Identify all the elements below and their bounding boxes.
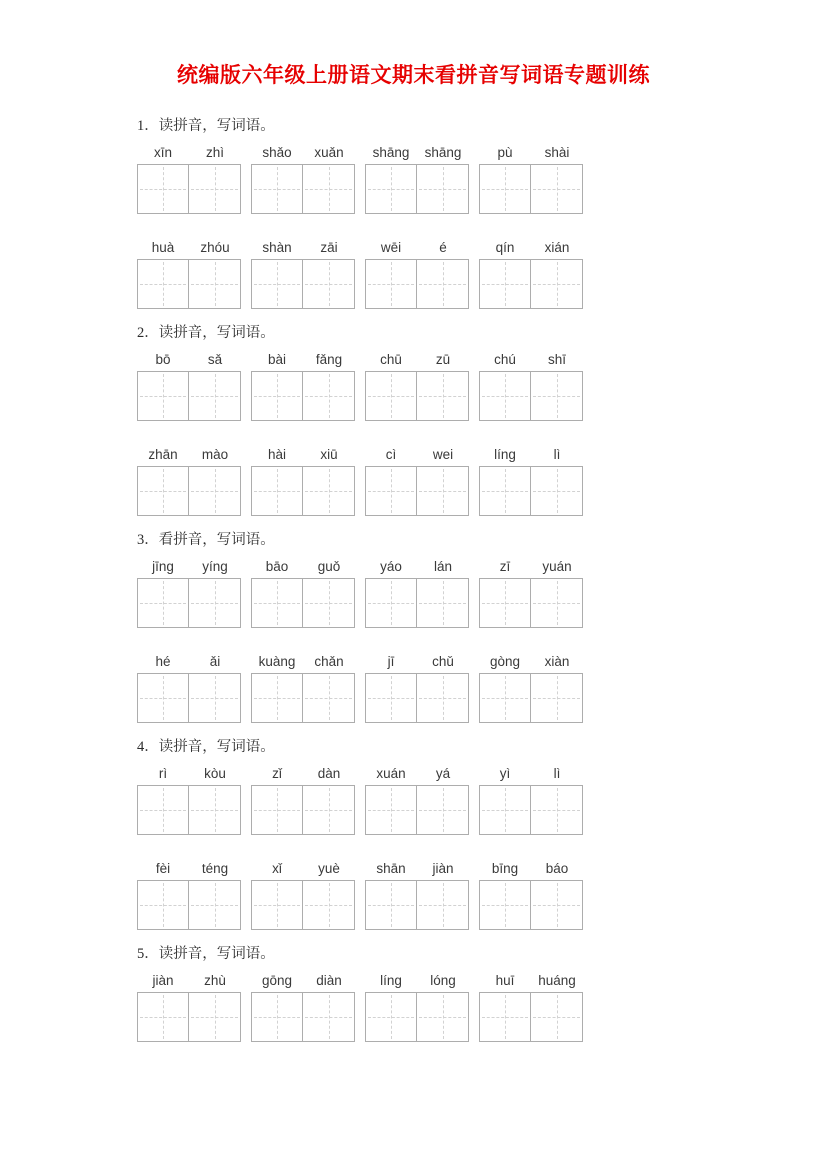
sections-container (137, 118, 597, 1042)
character-writing-cell[interactable] (531, 673, 583, 723)
character-writing-cell[interactable] (251, 785, 303, 835)
pinyin-word-group (479, 558, 583, 576)
character-writing-cell[interactable] (189, 578, 241, 628)
writing-box-group (251, 371, 355, 421)
pinyin-word-group (479, 239, 583, 257)
pinyin-syllable: shǎo (262, 145, 292, 160)
writing-box-group (251, 785, 355, 835)
word-row (137, 351, 597, 421)
pinyin-word-group (137, 765, 241, 783)
writing-box-group (479, 164, 583, 214)
pinyin-syllable: hé (155, 654, 171, 669)
character-writing-cell[interactable] (251, 371, 303, 421)
pinyin-syllable: xǐ (272, 861, 282, 876)
writing-box-group (365, 466, 469, 516)
pinyin-syllable: zhù (204, 973, 226, 988)
character-writing-cell[interactable] (479, 785, 531, 835)
pinyin-word-group (251, 972, 355, 990)
character-writing-cell[interactable] (303, 259, 355, 309)
character-writing-cell[interactable] (531, 164, 583, 214)
writing-box-group (251, 992, 355, 1042)
pinyin-word-group (479, 653, 583, 671)
pinyin-word-group (251, 860, 355, 878)
section-instruction: 1．读拼音，写词语。 (137, 118, 275, 134)
character-writing-cell[interactable] (303, 785, 355, 835)
character-writing-cell[interactable] (479, 880, 531, 930)
pinyin-syllable: wēi (380, 240, 402, 255)
pinyin-word-group (137, 446, 241, 464)
pinyin-word-group (137, 239, 241, 257)
character-writing-cell[interactable] (365, 880, 417, 930)
writing-box-group (251, 673, 355, 723)
character-writing-cell[interactable] (251, 259, 303, 309)
character-writing-cell[interactable] (417, 164, 469, 214)
pinyin-syllable: jiàn (152, 973, 174, 988)
character-writing-cell[interactable] (189, 785, 241, 835)
character-writing-cell[interactable] (479, 466, 531, 516)
section-instruction: 2．读拼音，写词语。 (137, 325, 275, 341)
writing-box-group (137, 164, 241, 214)
character-writing-cell[interactable] (365, 259, 417, 309)
pinyin-word-group (137, 558, 241, 576)
pinyin-syllable: dàn (317, 766, 341, 781)
pinyin-syllable: xiàn (544, 654, 570, 669)
writing-box-group (365, 371, 469, 421)
pinyin-syllable: shāng (424, 145, 462, 160)
pinyin-syllable: shī (547, 352, 566, 367)
page-title: 统编版六年级上册语文期末看拼音写词语专题训练 (177, 63, 650, 87)
writing-box-group (365, 164, 469, 214)
pinyin-syllable: fǎng (315, 352, 343, 367)
character-writing-cell[interactable] (137, 673, 189, 723)
character-writing-cell[interactable] (303, 673, 355, 723)
pinyin-row (137, 653, 597, 671)
pinyin-syllable: huáng (538, 973, 576, 988)
writing-box-group (137, 259, 241, 309)
character-writing-cell[interactable] (303, 164, 355, 214)
character-writing-cell[interactable] (417, 785, 469, 835)
pinyin-syllable: kuàng (258, 654, 296, 669)
writing-box-group (479, 785, 583, 835)
worksheet-section (137, 946, 597, 1042)
writing-box-group (137, 371, 241, 421)
writing-box-group (479, 992, 583, 1042)
pinyin-row (137, 972, 597, 990)
pinyin-syllable: yuán (542, 559, 572, 574)
pinyin-syllable: zū (435, 352, 451, 367)
pinyin-syllable: bāo (265, 559, 289, 574)
section-instruction: 3．看拼音，写词语。 (137, 532, 275, 548)
character-writing-cell[interactable] (479, 578, 531, 628)
pinyin-syllable: líng (380, 973, 402, 988)
pinyin-syllable: zǐ (272, 766, 282, 781)
pinyin-syllable: xuǎn (314, 145, 344, 160)
character-writing-cell[interactable] (189, 673, 241, 723)
writing-box-group (137, 992, 241, 1042)
worksheet-section (137, 325, 597, 516)
pinyin-syllable: jiàn (432, 861, 454, 876)
character-writing-cell[interactable] (251, 992, 303, 1042)
character-writing-cell[interactable] (365, 785, 417, 835)
writing-box-group (365, 880, 469, 930)
writing-box-group (365, 785, 469, 835)
pinyin-syllable: guǒ (317, 559, 341, 574)
pinyin-syllable: shāng (372, 145, 410, 160)
character-writing-cell[interactable] (137, 578, 189, 628)
pinyin-syllable: sǎ (207, 352, 223, 367)
pinyin-syllable: pù (497, 145, 513, 160)
writing-box-group (137, 785, 241, 835)
grid-row (137, 371, 597, 421)
character-writing-cell[interactable] (189, 466, 241, 516)
grid-row (137, 259, 597, 309)
pinyin-syllable: bài (267, 352, 286, 367)
word-row (137, 144, 597, 214)
pinyin-syllable: lì (553, 447, 561, 462)
character-writing-cell[interactable] (189, 992, 241, 1042)
character-writing-cell[interactable] (531, 880, 583, 930)
pinyin-syllable: yuè (318, 861, 340, 876)
character-writing-cell[interactable] (417, 673, 469, 723)
writing-box-group (365, 992, 469, 1042)
pinyin-word-group (479, 144, 583, 162)
character-writing-cell[interactable] (531, 259, 583, 309)
pinyin-word-group (251, 558, 355, 576)
pinyin-row (137, 144, 597, 162)
writing-box-group (479, 578, 583, 628)
pinyin-row (137, 860, 597, 878)
pinyin-word-group (251, 765, 355, 783)
pinyin-syllable: yá (435, 766, 451, 781)
pinyin-syllable: xuán (376, 766, 406, 781)
section-instruction: 4．读拼音，写词语。 (137, 739, 275, 755)
pinyin-syllable: báo (545, 861, 569, 876)
pinyin-syllable: shān (376, 861, 406, 876)
character-writing-cell[interactable] (251, 164, 303, 214)
pinyin-syllable: xiū (320, 447, 338, 462)
pinyin-word-group (137, 972, 241, 990)
pinyin-syllable: bō (155, 352, 171, 367)
pinyin-word-group (137, 653, 241, 671)
character-writing-cell[interactable] (417, 259, 469, 309)
character-writing-cell[interactable] (531, 578, 583, 628)
worksheet-section (137, 118, 597, 309)
writing-box-group (251, 578, 355, 628)
character-writing-cell[interactable] (137, 785, 189, 835)
writing-box-group (479, 880, 583, 930)
pinyin-syllable: huī (495, 973, 515, 988)
pinyin-word-group (251, 446, 355, 464)
pinyin-syllable: zhān (148, 447, 178, 462)
pinyin-word-group (365, 972, 469, 990)
pinyin-word-group (251, 144, 355, 162)
pinyin-word-group (137, 144, 241, 162)
pinyin-word-group (251, 653, 355, 671)
writing-box-group (137, 880, 241, 930)
grid-row (137, 578, 597, 628)
character-writing-cell[interactable] (417, 371, 469, 421)
pinyin-syllable: zāi (320, 240, 338, 255)
character-writing-cell[interactable] (137, 992, 189, 1042)
character-writing-cell[interactable] (479, 673, 531, 723)
character-writing-cell[interactable] (251, 466, 303, 516)
pinyin-word-group (365, 558, 469, 576)
pinyin-syllable: cì (385, 447, 397, 462)
pinyin-word-group (365, 351, 469, 369)
word-row (137, 558, 597, 628)
word-row (137, 653, 597, 723)
pinyin-word-group (479, 765, 583, 783)
writing-box-group (137, 466, 241, 516)
pinyin-syllable: zhóu (200, 240, 230, 255)
pinyin-syllable: diàn (316, 973, 342, 988)
character-writing-cell[interactable] (251, 578, 303, 628)
pinyin-syllable: wei (432, 447, 454, 462)
pinyin-syllable: líng (494, 447, 516, 462)
pinyin-row (137, 446, 597, 464)
pinyin-syllable: hài (267, 447, 286, 462)
pinyin-word-group (479, 446, 583, 464)
pinyin-syllable: téng (201, 861, 229, 876)
pinyin-syllable: é (439, 240, 447, 255)
character-writing-cell[interactable] (365, 992, 417, 1042)
pinyin-syllable: xián (544, 240, 570, 255)
character-writing-cell[interactable] (479, 164, 531, 214)
pinyin-word-group (365, 765, 469, 783)
character-writing-cell[interactable] (365, 371, 417, 421)
pinyin-syllable: huà (151, 240, 175, 255)
writing-box-group (137, 578, 241, 628)
character-writing-cell[interactable] (189, 259, 241, 309)
character-writing-cell[interactable] (303, 371, 355, 421)
writing-box-group (479, 673, 583, 723)
pinyin-word-group (365, 860, 469, 878)
writing-box-group (251, 880, 355, 930)
character-writing-cell[interactable] (365, 673, 417, 723)
pinyin-syllable: yáo (380, 559, 402, 574)
pinyin-syllable: xīn (153, 145, 172, 160)
character-writing-cell[interactable] (531, 785, 583, 835)
pinyin-word-group (137, 351, 241, 369)
word-row (137, 765, 597, 835)
worksheet-section (137, 532, 597, 723)
word-row (137, 860, 597, 930)
pinyin-syllable: kòu (204, 766, 226, 781)
character-writing-cell[interactable] (531, 992, 583, 1042)
writing-box-group (479, 466, 583, 516)
writing-box-group (365, 578, 469, 628)
pinyin-word-group (479, 351, 583, 369)
grid-row (137, 880, 597, 930)
pinyin-syllable: ǎi (209, 654, 221, 669)
pinyin-row (137, 351, 597, 369)
word-row (137, 972, 597, 1042)
character-writing-cell[interactable] (303, 992, 355, 1042)
pinyin-word-group (479, 860, 583, 878)
pinyin-syllable: chú (494, 352, 516, 367)
character-writing-cell[interactable] (417, 992, 469, 1042)
writing-box-group (365, 673, 469, 723)
grid-row (137, 992, 597, 1042)
pinyin-word-group (365, 239, 469, 257)
pinyin-row (137, 558, 597, 576)
character-writing-cell[interactable] (417, 880, 469, 930)
grid-row (137, 673, 597, 723)
writing-box-group (479, 371, 583, 421)
character-writing-cell[interactable] (365, 466, 417, 516)
pinyin-syllable: lì (553, 766, 561, 781)
pinyin-syllable: yíng (202, 559, 228, 574)
word-row (137, 239, 597, 309)
character-writing-cell[interactable] (189, 880, 241, 930)
pinyin-syllable: chū (380, 352, 402, 367)
pinyin-syllable: gòng (489, 654, 521, 669)
pinyin-syllable: yì (499, 766, 511, 781)
grid-row (137, 164, 597, 214)
pinyin-syllable: jīng (152, 559, 174, 574)
pinyin-syllable: qín (495, 240, 515, 255)
pinyin-syllable: shàn (262, 240, 292, 255)
pinyin-word-group (251, 239, 355, 257)
character-writing-cell[interactable] (137, 371, 189, 421)
writing-box-group (365, 259, 469, 309)
character-writing-cell[interactable] (531, 371, 583, 421)
pinyin-syllable: mào (201, 447, 229, 462)
character-writing-cell[interactable] (303, 880, 355, 930)
character-writing-cell[interactable] (137, 164, 189, 214)
pinyin-syllable: zhì (205, 145, 224, 160)
pinyin-word-group (365, 446, 469, 464)
writing-box-group (137, 673, 241, 723)
character-writing-cell[interactable] (189, 164, 241, 214)
pinyin-syllable: rì (158, 766, 168, 781)
pinyin-syllable: bīng (491, 861, 519, 876)
pinyin-word-group (479, 972, 583, 990)
writing-box-group (251, 466, 355, 516)
pinyin-word-group (251, 351, 355, 369)
pinyin-syllable: jī (387, 654, 395, 669)
pinyin-syllable: fèi (155, 861, 171, 876)
character-writing-cell[interactable] (189, 371, 241, 421)
character-writing-cell[interactable] (137, 880, 189, 930)
character-writing-cell[interactable] (365, 164, 417, 214)
character-writing-cell[interactable] (479, 371, 531, 421)
word-row (137, 446, 597, 516)
pinyin-word-group (365, 144, 469, 162)
grid-row (137, 785, 597, 835)
pinyin-syllable: shài (544, 145, 570, 160)
pinyin-syllable: chǎn (314, 654, 344, 669)
pinyin-syllable: lán (433, 559, 452, 574)
character-writing-cell[interactable] (365, 578, 417, 628)
pinyin-word-group (365, 653, 469, 671)
writing-box-group (479, 259, 583, 309)
character-writing-cell[interactable] (531, 466, 583, 516)
grid-row (137, 466, 597, 516)
character-writing-cell[interactable] (479, 259, 531, 309)
character-writing-cell[interactable] (417, 578, 469, 628)
worksheet-section (137, 739, 597, 930)
character-writing-cell[interactable] (137, 259, 189, 309)
pinyin-row (137, 239, 597, 257)
character-writing-cell[interactable] (479, 992, 531, 1042)
character-writing-cell[interactable] (303, 466, 355, 516)
pinyin-syllable: gōng (261, 973, 293, 988)
character-writing-cell[interactable] (417, 466, 469, 516)
writing-box-group (251, 259, 355, 309)
character-writing-cell[interactable] (251, 673, 303, 723)
pinyin-syllable: lóng (430, 973, 456, 988)
pinyin-word-group (137, 860, 241, 878)
character-writing-cell[interactable] (303, 578, 355, 628)
character-writing-cell[interactable] (251, 880, 303, 930)
writing-box-group (251, 164, 355, 214)
pinyin-syllable: zī (499, 559, 511, 574)
section-instruction: 5．读拼音，写词语。 (137, 946, 275, 962)
pinyin-syllable: chǔ (432, 654, 454, 669)
character-writing-cell[interactable] (137, 466, 189, 516)
pinyin-row (137, 765, 597, 783)
